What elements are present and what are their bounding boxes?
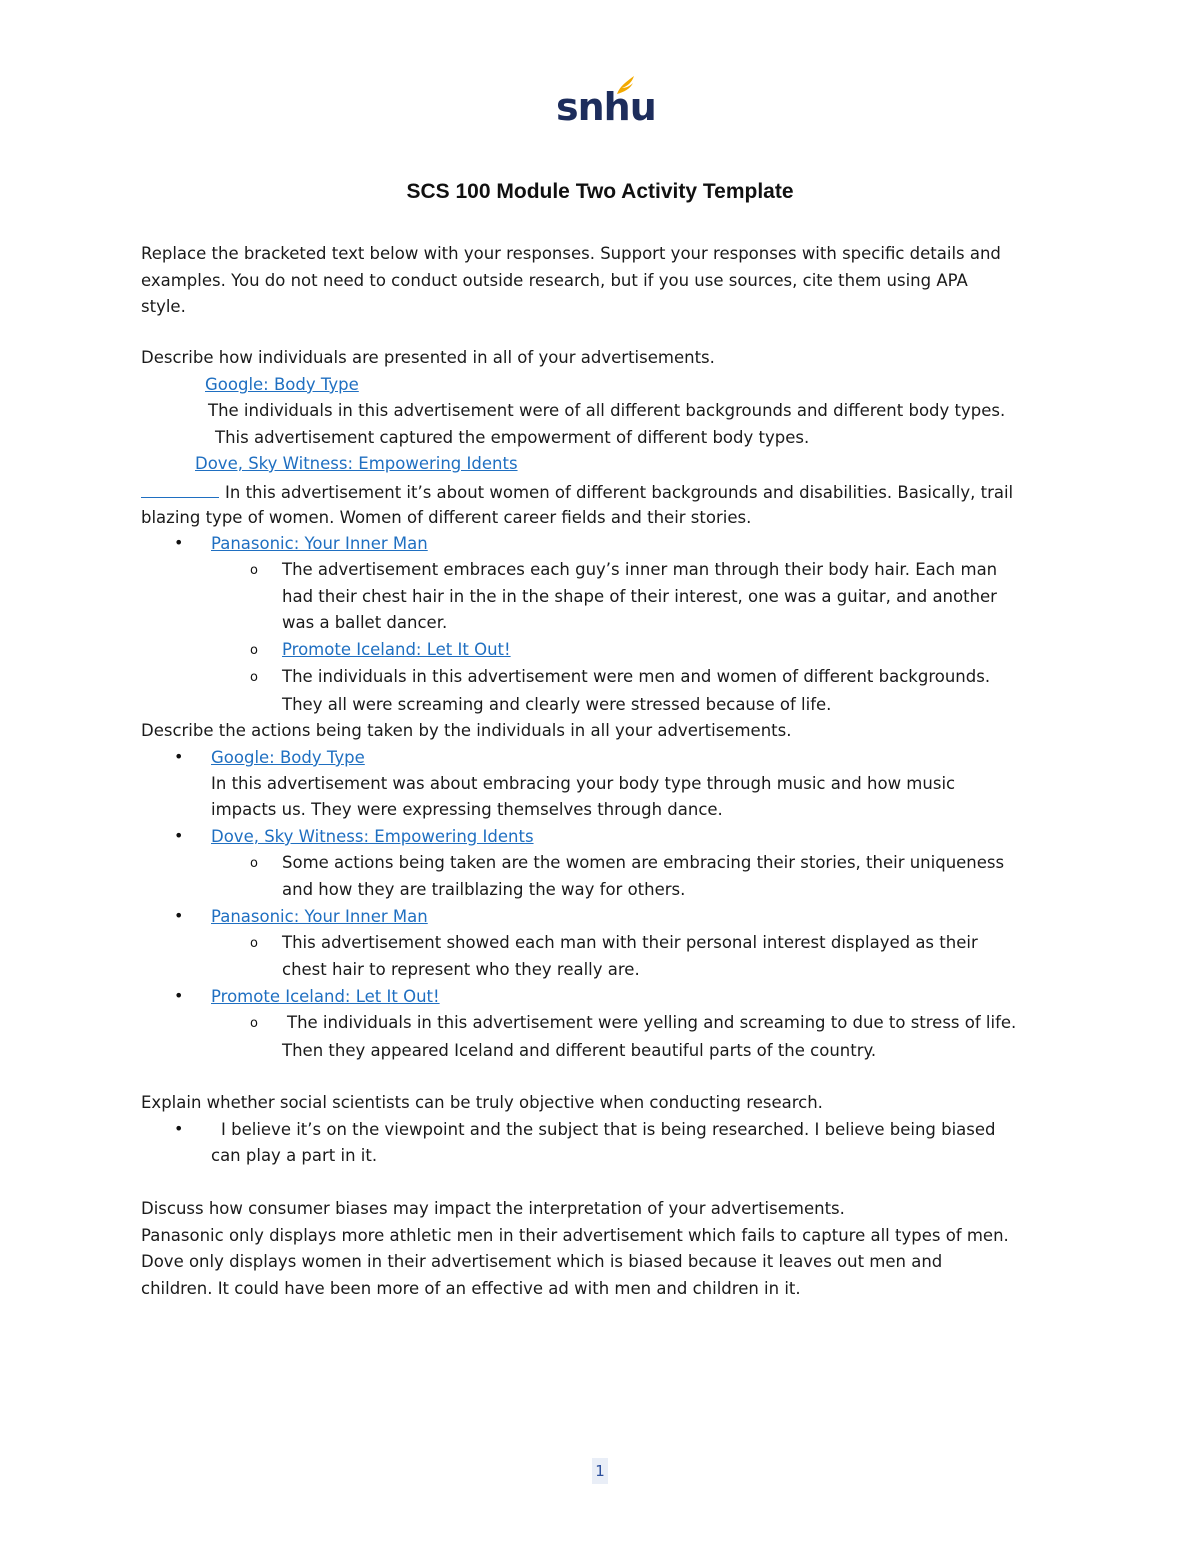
answer-line: In this advertisement was about embracing your body type through music and how music [211, 774, 956, 793]
answer-line: The advertisement embraces each guy’s inner man through their body hair. Each man [282, 560, 998, 579]
google-link[interactable]: Google: Body Type [205, 375, 359, 394]
sub-bullet: o [250, 856, 258, 871]
answer-line: was a ballet dancer. [282, 613, 448, 632]
answer-line: Dove only displays women in their advertisement which is biased because it leaves out men and [141, 1252, 943, 1271]
intro-line: Replace the bracketed text below with your responses. Support your responses with specific details and [141, 244, 1001, 263]
page-number: 1 [592, 1458, 608, 1484]
section-prompt: Discuss how consumer biases may impact the interpretation of your advertisements. [141, 1199, 845, 1218]
iceland-link[interactable]: Promote Iceland: Let It Out! [211, 987, 440, 1006]
sub-bullet: o [250, 936, 258, 951]
bullet: • [174, 1119, 184, 1138]
answer-line [141, 481, 1013, 503]
answer-line: can play a part in it. [211, 1146, 378, 1165]
answer-line: Some actions being taken are the women are embracing their stories, their uniqueness [282, 853, 1005, 872]
section-prompt: Explain whether social scientists can be truly objective when conducting research. [141, 1093, 823, 1112]
logo-wordmark: snhu [556, 85, 656, 129]
intro-line: style. [141, 297, 186, 316]
answer-line: had their chest hair in the in the shape of their interest, one was a guitar, and another [282, 587, 997, 606]
snhu-logo [556, 74, 656, 134]
answer-line: The individuals in this advertisement were yelling and screaming to due to stress of life. [287, 1013, 1017, 1032]
google-link[interactable]: Google: Body Type [211, 748, 365, 767]
intro-line: examples. You do not need to conduct outside research, but if you use sources, cite them using APA [141, 271, 968, 290]
answer-line: children. It could have been more of an effective ad with men and children in it. [141, 1279, 801, 1298]
page-title: SCS 100 Module Two Activity Template [406, 180, 794, 203]
answer-line: This advertisement captured the empowerment of different body types. [215, 428, 810, 447]
answer-line: I believe it’s on the viewpoint and the subject that is being researched. I believe being biased [221, 1120, 996, 1139]
answer-text: In this advertisement it’s about women of different backgrounds and disabilities. Basically, trail [225, 483, 1014, 502]
sub-bullet: o [250, 670, 258, 685]
answer-line: impacts us. They were expressing themselves through dance. [211, 800, 723, 819]
blank-underline [141, 481, 219, 498]
panasonic-link[interactable]: Panasonic: Your Inner Man [211, 907, 428, 926]
answer-line: chest hair to represent who they really are. [282, 960, 640, 979]
answer-line: blazing type of women. Women of different career fields and their stories. [141, 508, 752, 527]
section-prompt: Describe the actions being taken by the individuals in all your advertisements. [141, 721, 792, 740]
dove-link[interactable]: Dove, Sky Witness: Empowering Idents [211, 827, 534, 846]
bullet: • [174, 906, 184, 925]
bullet: • [174, 533, 184, 552]
answer-line: and how they are trailblazing the way for others. [282, 880, 686, 899]
dove-link[interactable]: Dove, Sky Witness: Empowering Idents [195, 454, 518, 473]
bullet: • [174, 826, 184, 845]
bullet: • [174, 986, 184, 1005]
bullet: • [174, 747, 184, 766]
panasonic-link[interactable]: Panasonic: Your Inner Man [211, 534, 428, 553]
sub-bullet: o [250, 1016, 258, 1031]
sub-bullet: o [250, 643, 258, 658]
answer-line: Panasonic only displays more athletic men in their advertisement which fails to capture all types of men. [141, 1226, 1009, 1245]
answer-line: The individuals in this advertisement were men and women of different backgrounds. [282, 667, 991, 686]
answer-line: This advertisement showed each man with their personal interest displayed as their [282, 933, 978, 952]
answer-line: The individuals in this advertisement were of all different backgrounds and different body types. [208, 401, 1006, 420]
section-prompt: Describe how individuals are presented in all of your advertisements. [141, 348, 715, 367]
answer-line: Then they appeared Iceland and different beautiful parts of the country. [282, 1041, 877, 1060]
sub-bullet: o [250, 563, 258, 578]
iceland-link[interactable]: Promote Iceland: Let It Out! [282, 640, 511, 659]
answer-line: They all were screaming and clearly were stressed because of life. [282, 695, 832, 714]
